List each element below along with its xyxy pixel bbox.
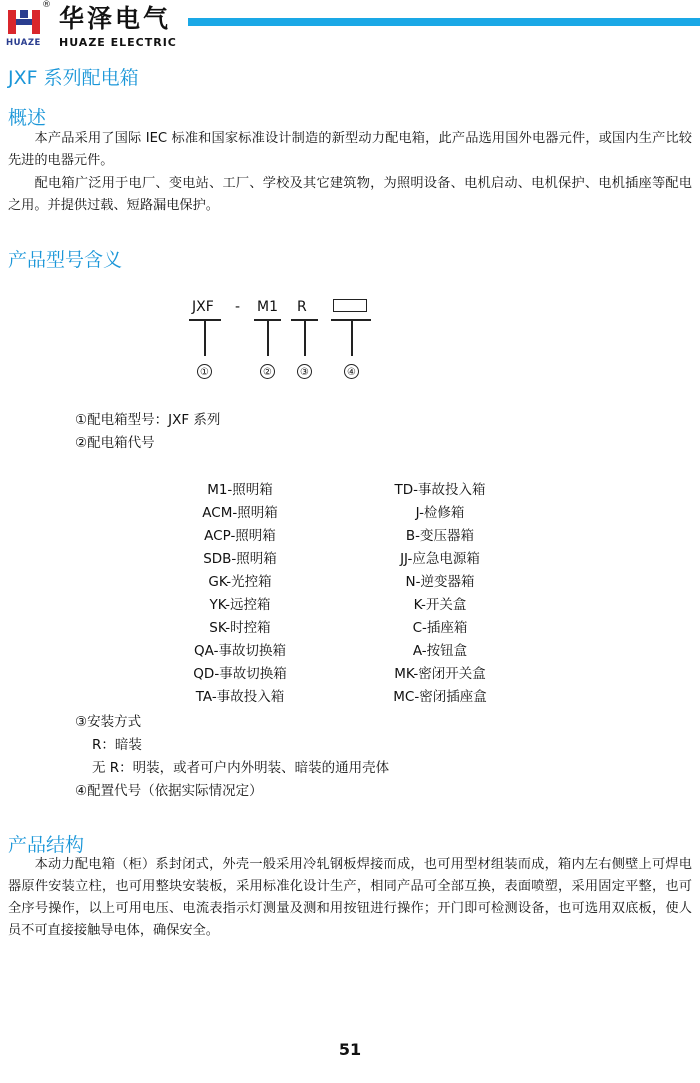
code-item: MC-密闭插座盒: [393, 689, 487, 705]
diagram-part-dash: -: [235, 299, 241, 315]
structure-heading: 产品结构: [8, 834, 85, 856]
diagram-config-box: [333, 299, 367, 312]
code-item: YK-远控箱: [209, 597, 271, 613]
overview-paragraph-2: 配电箱广泛用于电厂、变电站、工厂、学校及其它建筑物，为照明设备、电机启动、电机保护、电机插座等配电之用。并提供过载、短路漏电保护。: [8, 176, 692, 213]
code-item: A-按钮盒: [412, 643, 468, 659]
diagram-marker-3: ③: [297, 364, 312, 379]
code-item: N-逆变器箱: [405, 574, 475, 590]
overview-paragraph-1: 本产品采用了国际 IEC 标准和国家标准设计制造的新型动力配电箱，此产品选用国外电器元件，或国内生产比较先进的电器元件。: [8, 131, 692, 168]
code-list-right: [360, 479, 520, 709]
install-surface: 无 R：明装，或者可户内外明装、暗装的通用壳体: [92, 760, 390, 776]
brand-name-cn: 华泽电气: [59, 4, 172, 33]
page-number: 51: [338, 1040, 362, 1059]
code-item: K-开关盒: [413, 597, 467, 613]
logo-text: HUAZE: [6, 38, 41, 48]
code-item: ACP-照明箱: [204, 528, 276, 544]
code-item: SK-时控箱: [209, 620, 271, 636]
code-item: M1-照明箱: [207, 482, 273, 498]
model-item-3: ③安装方式: [75, 714, 142, 730]
diagram-stem-1: [204, 320, 206, 356]
code-item: MK-密闭开关盒: [394, 666, 486, 682]
model-item-2: ②配电箱代号: [75, 435, 155, 451]
code-item: SDB-照明箱: [203, 551, 277, 567]
huaze-logo-icon: [6, 8, 42, 36]
diagram-part-m1: M1: [257, 299, 278, 315]
structure-paragraph: 本动力配电箱（柜）系封闭式，外壳一般采用冷轧钢板焊接而成，也可用型材组装而成，箱内左右侧壁上可焊电器原件安装立柱，也可用整块安装板，采用标准化设计生产，相同产品可全部互换，表面喷塑，采用固定平整，也可全序号操作，以上可用电压、电流表指示灯测量及测和用按钮进行操作；开门即可检测设备，也可选用双底板，使人员不可直接接触导电体，确保安全。: [8, 857, 692, 938]
code-item: QA-事故切换箱: [194, 643, 286, 659]
code-item: C-插座箱: [412, 620, 468, 636]
registered-mark: ®: [42, 0, 51, 10]
code-list-left: [150, 479, 330, 709]
model-item-1: ①配电箱型号：JXF 系列: [75, 412, 221, 428]
model-heading: 产品型号含义: [8, 249, 123, 271]
code-item: TA-事故投入箱: [195, 689, 285, 705]
code-item: ACM-照明箱: [202, 505, 278, 521]
code-item: JJ-应急电源箱: [400, 551, 480, 567]
diagram-stem-4: [351, 320, 353, 356]
diagram-marker-2: ②: [260, 364, 275, 379]
header-accent-bar: [188, 18, 700, 26]
code-item: J-检修箱: [415, 505, 465, 521]
page-title: JXF 系列配电箱: [8, 67, 139, 89]
diagram-part-r: R: [297, 299, 307, 315]
code-item: B-变压器箱: [405, 528, 475, 544]
install-concealed: R：暗装: [92, 737, 142, 753]
diagram-marker-1: ①: [197, 364, 212, 379]
model-item-4: ④配置代号（依据实际情况定）: [75, 783, 263, 799]
brand-name-en: HUAZE ELECTRIC: [59, 36, 177, 49]
overview-heading: 概述: [8, 107, 47, 129]
code-item: TD-事故投入箱: [394, 482, 486, 498]
code-item: GK-光控箱: [208, 574, 272, 590]
diagram-part-jxf: JXF: [192, 299, 214, 315]
diagram-stem-2: [267, 320, 269, 356]
diagram-marker-4: ④: [344, 364, 359, 379]
code-item: QD-事故切换箱: [193, 666, 287, 682]
diagram-stem-3: [304, 320, 306, 356]
